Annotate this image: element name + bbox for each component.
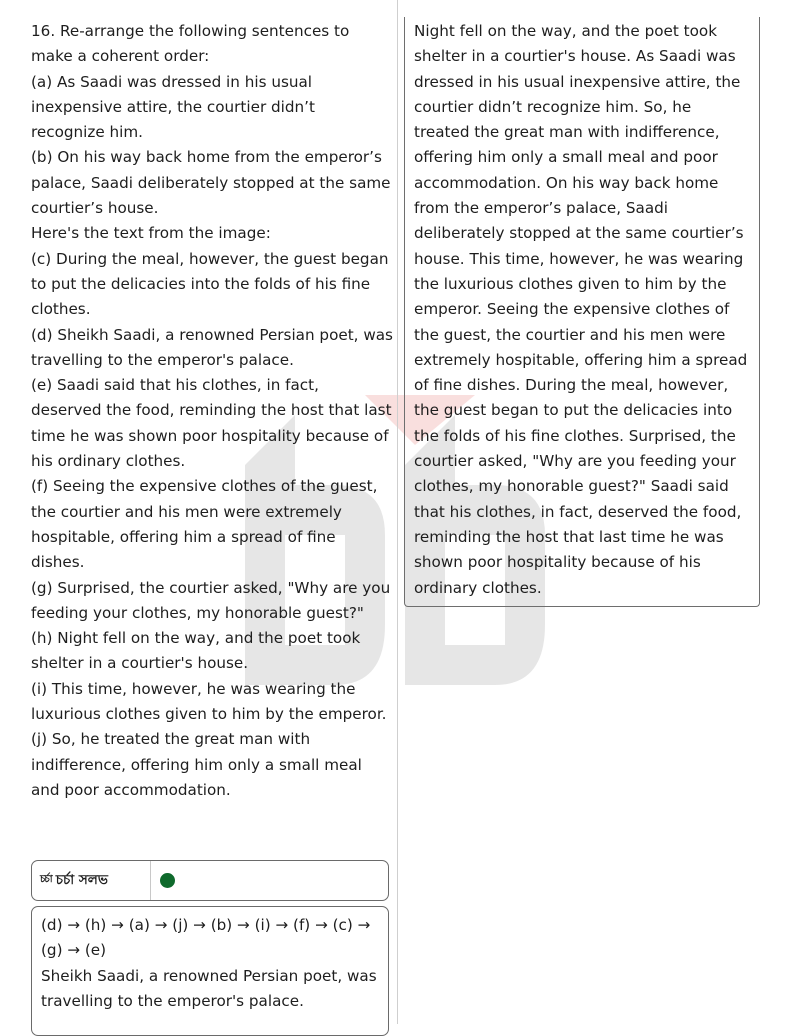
- answer-order: (d) → (h) → (a) → (j) → (b) → (i) → (f) → (c) → (g) → (e): [41, 916, 371, 960]
- sentence-d: (d) Sheikh Saadi, a renowned Persian poet, was travelling to the emperor's palace.: [31, 325, 393, 369]
- practice-label: চর্চা সলভ: [55, 872, 108, 888]
- answer-box: [31, 906, 389, 1036]
- question-title: 16. Re-arrange the following sentences to make a coherent order:: [31, 22, 350, 66]
- story-panel: [404, 17, 760, 607]
- question-column: [31, 19, 393, 803]
- practice-label-cell: [32, 861, 151, 900]
- sentence-f: (f) Seeing the expensive clothes of the guest, the courtier and his men were extremely hospitable, offering him a spread of fine dishes.: [31, 477, 378, 572]
- sentence-i: (i) This time, however, he was wearing the luxurious clothes given to him by the emperor.: [31, 679, 387, 724]
- status-dot-icon: [160, 873, 175, 888]
- answer-first-sentence: Sheikh Saadi, a renowned Persian poet, was travelling to the emperor's palace.: [41, 966, 377, 1010]
- sentence-c: (c) During the meal, however, the guest began to put the delicacies into the folds of his fine clothes.: [31, 249, 389, 319]
- sentence-g: (g) Surprised, the courtier asked, "Why are you feeding your clothes, my honorable guest?": [31, 578, 391, 622]
- sentence-j: (j) So, he treated the great man with indifference, offering him only a small meal and poor accommodation.: [31, 730, 362, 799]
- story-text: Night fell on the way, and the poet took shelter in a courtier's house. As Saadi was dressed in his usual inexpensive attire, the courtier didn’t recognize him. So, he treated the great man with indifference, offering him only a small meal and poor accommodation. On his way back home from the emperor’s palace, Saadi deliberately stopped at the same courtier’s house. This time, however, he was wearing the luxurious clothes given to him by the emperor. Seeing the expensive clothes of the guest, the courtier and his men were extremely hospitable, offering him a spread of fine dishes. During the meal, however, the guest began to put the delicacies into the folds of his fine clothes. Surprised, the courtier asked, "Why are you feeding your clothes, my honorable guest?" Saadi said that his clothes, in fact, deserved the food, reminding the host that last time he was shown poor hospitality because of his ordinary clothes.: [414, 22, 748, 597]
- column-divider: [397, 0, 398, 1024]
- brand-logo-icon: চর্চা: [40, 874, 52, 885]
- sentence-h: (h) Night fell on the way, and the poet took shelter in a courtier's house.: [31, 629, 361, 673]
- practice-solve-bar[interactable]: [31, 860, 389, 901]
- sentence-b: (b) On his way back home from the emperor’s palace, Saadi deliberately stopped at the same courtier’s house.: [31, 148, 391, 218]
- sentence-e: (e) Saadi said that his clothes, in fact, deserved the food, reminding the host that last time he was shown poor hospitality because of his ordinary clothes.: [31, 376, 392, 471]
- sentence-a: (a) As Saadi was dressed in his usual inexpensive attire, the courtier didn’t recognize him.: [31, 72, 315, 142]
- intro-note: Here's the text from the image:: [31, 224, 271, 243]
